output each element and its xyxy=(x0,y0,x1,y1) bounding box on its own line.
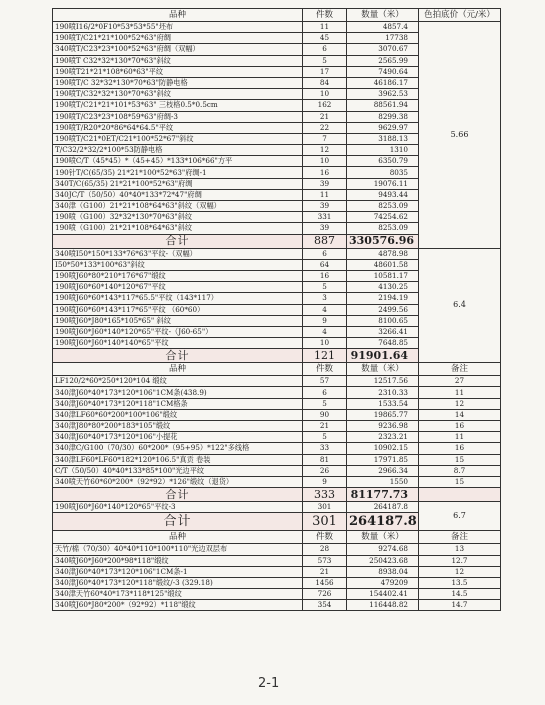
item-note: 13.5 xyxy=(419,577,501,588)
table-row xyxy=(53,502,501,513)
table-row xyxy=(53,409,501,420)
item-qty: 5 xyxy=(303,55,347,66)
item-qty: 9 xyxy=(303,315,347,326)
table-row xyxy=(53,589,501,600)
header-qty: 件数 xyxy=(303,363,347,376)
item-name: 190喷J60*80*210*176*67"缎纹 xyxy=(53,270,303,281)
item-qty: 39 xyxy=(303,178,347,189)
total-qty: 121 xyxy=(303,349,347,363)
header-length: 数量（米） xyxy=(347,531,419,544)
item-name: 340津J60*40*173*120*106"1CM条(438.9) xyxy=(53,387,303,398)
header-note: 色拍底价（元/米） xyxy=(419,9,501,22)
header-row xyxy=(53,9,501,22)
page-number: 2-1 xyxy=(258,676,280,691)
item-qty: 57 xyxy=(303,376,347,387)
item-length: 8253.09 xyxy=(347,201,419,212)
item-length: 6350.79 xyxy=(347,156,419,167)
item-length: 48601.58 xyxy=(347,259,419,270)
item-name: 190喷J60*J80*165*105*65" 斜纹 xyxy=(53,315,303,326)
item-qty: 10 xyxy=(303,89,347,100)
item-length: 46186.17 xyxy=(347,77,419,88)
item-qty: 16 xyxy=(303,270,347,281)
item-name: 190喷T/C 32*32*130*70*63"防静电格 xyxy=(53,77,303,88)
item-length: 3188.13 xyxy=(347,133,419,144)
total-label: 合计 xyxy=(53,488,303,502)
item-name: 190喷（G100）21*21*108*64*63"斜纹 xyxy=(53,223,303,234)
item-name: 340喷J60*J80*200*（92*92）*118"缎纹 xyxy=(53,600,303,611)
item-qty: 17 xyxy=(303,66,347,77)
item-length: 479209 xyxy=(347,577,419,588)
item-qty: 39 xyxy=(303,223,347,234)
table-row xyxy=(53,476,501,487)
item-length: 9274.68 xyxy=(347,544,419,555)
item-name: 190喷T/C32*32*130*70*63"斜纹 xyxy=(53,89,303,100)
item-note: 8.7 xyxy=(419,465,501,476)
total-length: 91901.64 xyxy=(347,349,419,363)
item-name: 190喷T21*21*108*60*63"平纹 xyxy=(53,66,303,77)
item-length: 3962.53 xyxy=(347,89,419,100)
total-label: 合计 xyxy=(53,349,303,363)
price-cell: 6.7 xyxy=(419,502,501,531)
item-name: 340JC/T（50/50）40*40*133*72*47"府绸 xyxy=(53,189,303,200)
header-name: 品种 xyxy=(53,363,303,376)
item-name: 340喷T/C23*23*100*52*63"府绸（双幅） xyxy=(53,44,303,55)
item-note: 12 xyxy=(419,398,501,409)
item-length: 1533.54 xyxy=(347,398,419,409)
item-length: 116448.82 xyxy=(347,600,419,611)
table-row xyxy=(53,432,501,443)
item-name: 340津J60*40*173*120*118"1CM格条 xyxy=(53,398,303,409)
item-length: 7648.85 xyxy=(347,338,419,349)
item-name: 190针T/C(65/35) 21*21*100*52*63"府绸-1 xyxy=(53,167,303,178)
item-qty: 5 xyxy=(303,398,347,409)
item-name: 340喷天竹60*60*200*（92*92）*126"缎纹（退货） xyxy=(53,476,303,487)
table-row xyxy=(53,387,501,398)
item-qty: 22 xyxy=(303,122,347,133)
item-length: 250423.68 xyxy=(347,555,419,566)
item-name: LF120/2*60*250*120*104 缎纹 xyxy=(53,376,303,387)
item-name: 340喷J60*J60*200*98*118"缎纹 xyxy=(53,555,303,566)
item-qty: 90 xyxy=(303,409,347,420)
item-qty: 11 xyxy=(303,189,347,200)
item-length: 4130.25 xyxy=(347,282,419,293)
item-name: 190喷T C32*32*130*70*63"斜纹 xyxy=(53,55,303,66)
item-name: T/C32/2*32/2*100*53防静电格 xyxy=(53,145,303,156)
total-label: 合计 xyxy=(53,234,303,248)
item-name: 190喷T/C23*23*108*59*63"府绸-3 xyxy=(53,111,303,122)
item-length: 3266.41 xyxy=(347,326,419,337)
item-length: 19865.77 xyxy=(347,409,419,420)
item-qty: 12 xyxy=(303,145,347,156)
item-qty: 26 xyxy=(303,465,347,476)
item-note: 14 xyxy=(419,409,501,420)
item-name: 190喷J60*J60*140*120*65"平纹-（J60-65"） xyxy=(53,326,303,337)
item-note: 14.5 xyxy=(419,589,501,600)
table-row xyxy=(53,376,501,387)
item-length: 17738 xyxy=(347,33,419,44)
header-row xyxy=(53,363,501,376)
item-name: 340津J60*40*173*120*118"缎纹/-3 (329.18) xyxy=(53,577,303,588)
item-note: 15 xyxy=(419,454,501,465)
item-name: 340T/C(65/35) 21*21*100*52*63"府绸 xyxy=(53,178,303,189)
item-name: 190喷J60*60*143*117*65.5"平纹（143*117） xyxy=(53,293,303,304)
item-qty: 21 xyxy=(303,421,347,432)
price-cell: 6.4 xyxy=(419,248,501,363)
item-qty: 354 xyxy=(303,600,347,611)
item-length: 74254.62 xyxy=(347,212,419,223)
table-row xyxy=(53,577,501,588)
table-row xyxy=(53,544,501,555)
item-qty: 21 xyxy=(303,111,347,122)
header-qty: 件数 xyxy=(303,531,347,544)
item-note: 16 xyxy=(419,443,501,454)
item-length: 8938.04 xyxy=(347,566,419,577)
total-length: 81177.73 xyxy=(347,488,419,502)
table-row xyxy=(53,454,501,465)
header-note: 备注 xyxy=(419,531,501,544)
item-length: 2966.34 xyxy=(347,465,419,476)
item-qty: 45 xyxy=(303,33,347,44)
item-length: 12517.56 xyxy=(347,376,419,387)
item-qty: 301 xyxy=(303,502,347,513)
item-length: 3070.67 xyxy=(347,44,419,55)
item-note: 11 xyxy=(419,387,501,398)
header-length: 数量（米） xyxy=(347,363,419,376)
item-length: 2499.56 xyxy=(347,304,419,315)
total-length: 330576.96 xyxy=(347,234,419,248)
item-length: 8299.38 xyxy=(347,111,419,122)
item-qty: 10 xyxy=(303,338,347,349)
item-length: 88561.94 xyxy=(347,100,419,111)
item-name: 190喷J60*J60*140*120*65"平纹-3 xyxy=(53,502,303,513)
item-length: 2323.21 xyxy=(347,432,419,443)
item-qty: 331 xyxy=(303,212,347,223)
item-qty: 5 xyxy=(303,282,347,293)
item-qty: 5 xyxy=(303,432,347,443)
item-name: 190喷I16/2*0F10*53*53*55"坯布 xyxy=(53,22,303,33)
item-length: 2565.99 xyxy=(347,55,419,66)
item-name: 190喷J60*60*140*120*67"平纹 xyxy=(53,282,303,293)
total-blank xyxy=(419,488,501,502)
table-row xyxy=(53,465,501,476)
item-length: 10581.17 xyxy=(347,270,419,281)
table-row xyxy=(53,421,501,432)
inventory-table xyxy=(52,8,501,611)
item-name: 340津天竹60*40*173*118*125"缎纹 xyxy=(53,589,303,600)
total-row xyxy=(53,488,501,502)
item-name: 190喷T/R20*20*86*64*64.5"平纹 xyxy=(53,122,303,133)
item-length: 2310.33 xyxy=(347,387,419,398)
item-length: 264187.8 xyxy=(347,502,419,513)
item-qty: 33 xyxy=(303,443,347,454)
item-note: 16 xyxy=(419,421,501,432)
item-note: 11 xyxy=(419,432,501,443)
total-qty: 333 xyxy=(303,488,347,502)
item-length: 9236.98 xyxy=(347,421,419,432)
item-name: 340津J80*80*200*183*105"缎纹 xyxy=(53,421,303,432)
item-qty: 4 xyxy=(303,326,347,337)
header-length: 数量（米） xyxy=(347,9,419,22)
header-name: 品种 xyxy=(53,9,303,22)
item-qty: 573 xyxy=(303,555,347,566)
item-qty: 10 xyxy=(303,156,347,167)
item-qty: 726 xyxy=(303,589,347,600)
item-name: 340津J60*40*173*120*106"1CM条-1 xyxy=(53,566,303,577)
header-note: 备注 xyxy=(419,363,501,376)
item-qty: 7 xyxy=(303,133,347,144)
item-qty: 39 xyxy=(303,201,347,212)
item-name: 190喷J60*60*143*117*65"平纹 （60*60） xyxy=(53,304,303,315)
table-row xyxy=(53,555,501,566)
item-note: 27 xyxy=(419,376,501,387)
item-qty: 64 xyxy=(303,259,347,270)
item-name: 190喷T/C21*0ET/C21*100*52*67"斜纹 xyxy=(53,133,303,144)
item-length: 8035 xyxy=(347,167,419,178)
item-length: 1550 xyxy=(347,476,419,487)
inventory-sheet xyxy=(52,8,500,611)
item-qty: 6 xyxy=(303,248,347,259)
item-length: 7490.64 xyxy=(347,66,419,77)
header-row xyxy=(53,531,501,544)
item-length: 8100.65 xyxy=(347,315,419,326)
table-row xyxy=(53,22,501,33)
item-name: C/T（50/50）40*40*133*85*100"光边平纹 xyxy=(53,465,303,476)
item-note: 14.7 xyxy=(419,600,501,611)
item-length: 4878.98 xyxy=(347,248,419,259)
item-length: 8253.09 xyxy=(347,223,419,234)
item-name: 340津C/G100（70/30）60*200*（95+95）*122"多线格 xyxy=(53,443,303,454)
item-length: 1310 xyxy=(347,145,419,156)
item-note: 13 xyxy=(419,544,501,555)
price-cell: 5.66 xyxy=(419,22,501,249)
item-name: 190喷C/T（45*45）*（45+45）*133*106*66"方平 xyxy=(53,156,303,167)
total-length: 264187.8 xyxy=(347,513,419,531)
table-row xyxy=(53,600,501,611)
item-qty: 4 xyxy=(303,304,347,315)
item-name: 190喷J60*J60*140*140*65"平纹 xyxy=(53,338,303,349)
item-qty: 6 xyxy=(303,44,347,55)
item-length: 9629.97 xyxy=(347,122,419,133)
total-qty: 887 xyxy=(303,234,347,248)
item-name: 340喷I50*150*133*76*63"平纹-（双幅） xyxy=(53,248,303,259)
item-name: 340津J60*40*173*120*106"小提花 xyxy=(53,432,303,443)
header-qty: 件数 xyxy=(303,9,347,22)
item-qty: 9 xyxy=(303,476,347,487)
item-qty: 11 xyxy=(303,22,347,33)
item-name: 340津LF60*LF60*182*120*106.5"真贡 卷装 xyxy=(53,454,303,465)
item-note: 15 xyxy=(419,476,501,487)
item-name: 190喷（G100）32*32*130*70*63"斜纹 xyxy=(53,212,303,223)
item-qty: 162 xyxy=(303,100,347,111)
item-qty: 28 xyxy=(303,544,347,555)
item-length: 4857.4 xyxy=(347,22,419,33)
header-name: 品种 xyxy=(53,531,303,544)
item-length: 2194.19 xyxy=(347,293,419,304)
item-length: 154402.41 xyxy=(347,589,419,600)
item-qty: 6 xyxy=(303,387,347,398)
item-name: 340津（G100）21*21*108*64*63"斜纹（双幅） xyxy=(53,201,303,212)
item-qty: 3 xyxy=(303,293,347,304)
total-qty: 301 xyxy=(303,513,347,531)
item-qty: 16 xyxy=(303,167,347,178)
item-length: 17971.85 xyxy=(347,454,419,465)
total-label: 合计 xyxy=(53,513,303,531)
item-length: 9493.44 xyxy=(347,189,419,200)
item-qty: 84 xyxy=(303,77,347,88)
item-note: 12.7 xyxy=(419,555,501,566)
table-row xyxy=(53,398,501,409)
item-note: 12 xyxy=(419,566,501,577)
table-row xyxy=(53,248,501,259)
item-length: 10902.15 xyxy=(347,443,419,454)
item-qty: 21 xyxy=(303,566,347,577)
table-row xyxy=(53,566,501,577)
item-name: 340津LF60*60*200*100*106"缎纹 xyxy=(53,409,303,420)
table-row xyxy=(53,443,501,454)
item-name: 190喷T/C21*21*100*52*63"府绸 xyxy=(53,33,303,44)
item-name: 190喷T/C21*21*101*53*63" 三枝格0.5*0.5cm xyxy=(53,100,303,111)
item-qty: 1456 xyxy=(303,577,347,588)
item-name: I50*50*133*100*63"斜纹 xyxy=(53,259,303,270)
item-qty: 81 xyxy=(303,454,347,465)
item-name: 天竹/棉（70/30）40*40*110*100*110"光边双层布 xyxy=(53,544,303,555)
item-length: 19076.11 xyxy=(347,178,419,189)
